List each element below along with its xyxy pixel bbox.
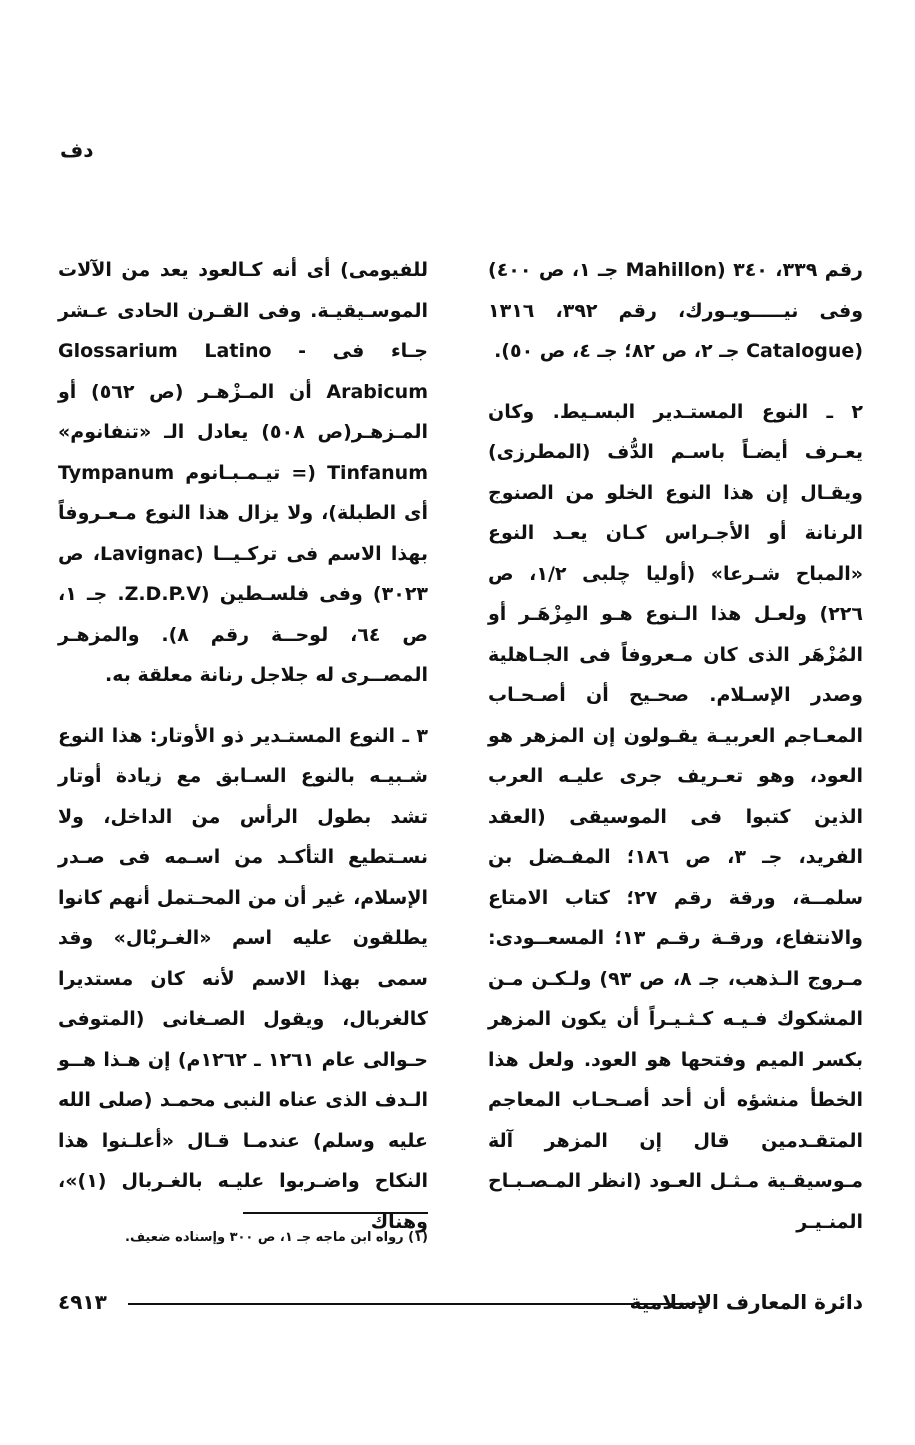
right-column — [488, 250, 863, 1262]
right-paragraph-1: رقم ٣٣٩، ٣٤٠ (Mahillon جـ ١، ص ٤٠٠) وفى نيـــــويـورك، رقم ٣٩٢، ١٣١٦ (Catalogue جـ ٢، ص ٨٢؛ جـ ٤، ص ٥٠). — [488, 259, 863, 362]
left-paragraph-1: للفيومى) أى أنه كـالعود يعد من الآلات الموسـيقيـة. وفى القـرن الحادى عـشر جـاء فى Glossarium Latino - Arabicum أن المـزْهـر (ص ٥٦٢) أو المـزهـر(ص ٥٠٨) يعادل الـ «تنفانوم» Tinfanum (= تيـمـبـانوم Tympanum أى الطبلة)، ولا يزال هذا النوع مـعـروفاً بهذا الاسم فى تركـيــا (Lavignac، ص ٣٠٢٣) وفى فلسـطين (Z.D.P.V. جـ ١، ص ٦٤، لوحــة رقم ٨). والمزهـر المصــرى له جلاجل رنانة معلقة به. — [58, 259, 429, 686]
footnote-rule — [243, 1212, 428, 1214]
footer-rule — [128, 1303, 708, 1305]
encyclopedia-title: دائرة المعارف الإسلامية — [629, 1290, 863, 1314]
right-paragraph-2: ٢ ـ النوع المستـدير البسـيط. وكان يعـرف أيضـاً باسـم الدُّف (المطرزى) ويقـال إن هذا النوع الخلو من الصنوج الرنانة أو الأجـراس كـان يعـد النوع «المباح شـرعا» (أوليا چلبى ١/٢، ص ٢٢٦) ولعـل هذا الـنوع هـو المِزْهَـر أو المُزْهَر الذى كان مـعروفاً فى الجـاهلية وصدر الإسـلام. صحـيح أن أصـحـاب المعـاجم العربيـة يقـولون إن المزهر هو العود، وهو تعـريف جرى عليـه العرب الذين كتبوا فى الموسيقى (العقد الفريد، جـ ٣، ص ١٨٦؛ المفـضل بن سلمــة، ورقة رقم ٢٧؛ كتاب الامتاع والانتفاع، ورقـة رقـم ١٣؛ المسعــودى: مـروج الـذهب، جـ ٨، ص ٩٣) ولـكـن مـن المشكوك فـيـه كـثـيـراً أن يكون المزهر بكسر الميم وفتحها هو العود. ولعل هذا الخطأ منشؤه أن أحد أصـحـاب المعاجم المتقـدمين قال إن المزهر آلة مـوسيقـية مـثـل العـود (انظر المـصـبـاح المنـيـر — [488, 400, 864, 1233]
left-column — [58, 250, 428, 1262]
page-number: ٤٩١٣ — [58, 1290, 107, 1314]
page-footer — [58, 1290, 863, 1320]
footnote: (١) رواه ابن ماجه جـ ١، ص ٣٠٠ وإسناده ضعيف. — [125, 1230, 428, 1245]
running-head: دف — [60, 138, 94, 162]
left-paragraph-2: ٣ ـ النوع المستـدير ذو الأوتار: هذا النوع شـبيـه بالنوع السـابق مع زيادة أوتار تشد بطول الرأس من الداخل، ولا نسـتطيع التأكـد من اسـمه فى صـدر الإسلام، غير أن من المحـتمل أنهم كانوا يطلقون عليه اسم «الغـربْال» وقد سمى بهذا الاسم لأنه كان مستديرا كالغربال، ويقول الصـغانى (المتوفى حـوالى عام ١٢٦١ ـ ١٢٦٢م) إن هـذا هــو الـدف الذى عناه النبى محمـد (صلى الله عليه وسلم) عندمـا قـال «أعلـنوا هذا النكاح واضـربوا عليـه بالغـربال (١)»، وهناك — [58, 724, 428, 1233]
